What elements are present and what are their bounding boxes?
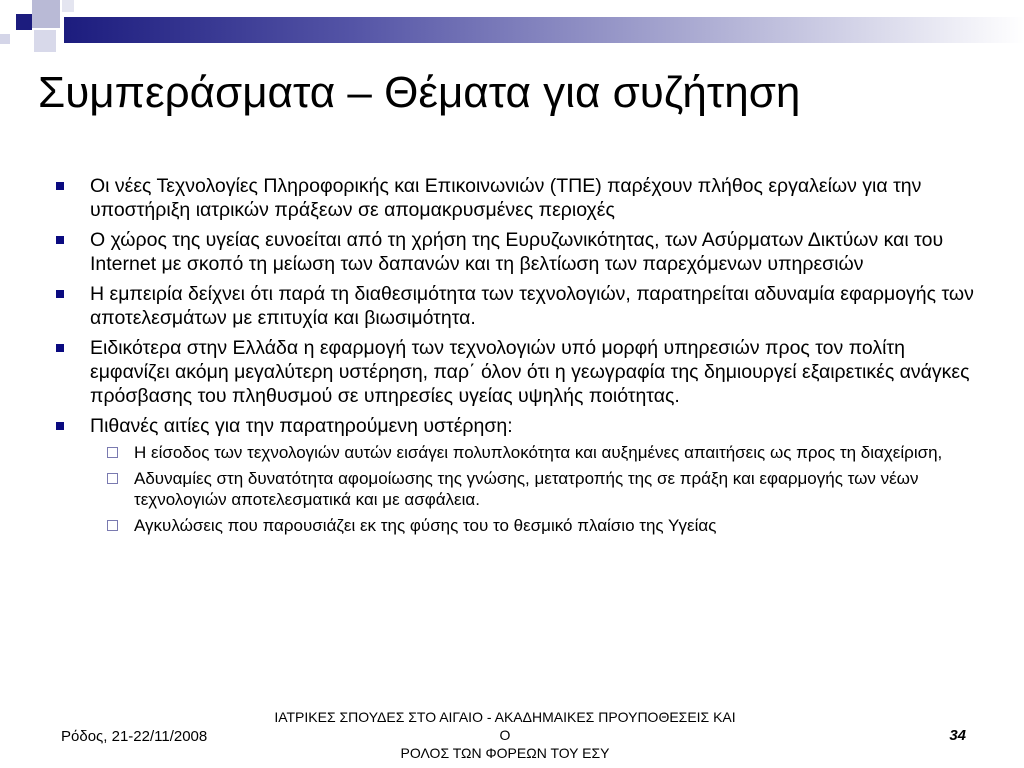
bullet-item (54, 174, 984, 222)
bullet-list (54, 174, 984, 536)
square-bullet-icon (56, 290, 64, 298)
sub-bullet-text: Η είσοδος των τεχνολογιών αυτών εισάγει πολυπλοκότητα και αυξημένες απαιτήσεις ως προς τη διαχείριση, (134, 443, 943, 462)
decor-square (34, 30, 56, 52)
bullet-item (54, 414, 984, 536)
bullet-text: Ειδικότερα στην Ελλάδα η εφαρμογή των τεχνολογιών υπό μορφή υπηρεσιών προς τον πολίτη εμφανίζει ακόμη μεγαλύτερη υστέρηση, παρ΄ όλον ότι η γεωγραφία της δημιουργεί εξαιρετικές ανάγκες πρόσβασης του πληθυσμού σε υπηρεσίες υγείας υψηλής ποιότητας. (90, 337, 970, 407)
hollow-square-bullet-icon (107, 447, 118, 458)
footer-title-line: ΡΟΛΟΣ ΤΩΝ ΦΟΡΕΩΝ ΤΟΥ ΕΣΥ (400, 745, 610, 761)
decor-square (32, 0, 60, 28)
square-bullet-icon (56, 344, 64, 352)
square-bullet-icon (56, 422, 64, 430)
bullet-text: Πιθανές αιτίες για την παρατηρούμενη υστέρηση: (90, 415, 513, 437)
bullet-item (54, 228, 984, 276)
header-gradient-bar (64, 17, 1024, 43)
footer-date: Ρόδος, 21-22/11/2008 (61, 728, 208, 745)
sub-bullet-text: Αγκυλώσεις που παρουσιάζει εκ της φύσης του το θεσμικό πλαίσιο της Υγείας (134, 516, 717, 535)
bullet-text: Ο χώρος της υγείας ευνοείται από τη χρήση της Ευρυζωνικότητας, των Ασύρματων Δικτύων και του Internet με σκοπό τη μείωση των δαπανών και τη βελτίωση των παρεχόμενων υπηρεσιών (90, 229, 944, 275)
sub-bullet-item (90, 468, 984, 510)
bullet-text: Οι νέες Τεχνολογίες Πληροφορικής και Επικοινωνιών (ΤΠΕ) παρέχουν πλήθος εργαλείων για την υποστήριξη ιατρικών πράξεων σε απομακρυσμένες περιοχές (90, 175, 922, 221)
footer-title-line: ΙΑΤΡΙΚΕΣ ΣΠΟΥΔΕΣ ΣΤΟ ΑΙΓΑΙΟ - ΑΚΑΔΗΜΑΙΚΕΣ ΠΡΟΥΠΟΘΕΣΕΙΣ ΚΑΙ Ο (274, 709, 736, 743)
square-bullet-icon (56, 236, 64, 244)
sub-bullet-list (90, 442, 984, 536)
hollow-square-bullet-icon (107, 520, 118, 531)
hollow-square-bullet-icon (107, 473, 118, 484)
sub-bullet-item (90, 515, 984, 536)
slide-title: Συμπεράσματα – Θέματα για συζήτηση (38, 68, 801, 117)
decor-square (62, 0, 74, 12)
slide-body (54, 174, 984, 542)
decor-square (16, 14, 32, 30)
page-number: 34 (949, 727, 966, 744)
bullet-text: Η εμπειρία δείχνει ότι παρά τη διαθεσιμότητα των τεχνολογιών, παρατηρείται αδυναμία εφαρμογής των αποτελεσμάτων με επιτυχία και βιωσιμότητα. (90, 283, 974, 329)
sub-bullet-item (90, 442, 984, 463)
footer-event-title (270, 708, 740, 762)
decor-square (0, 34, 10, 44)
square-bullet-icon (56, 182, 64, 190)
bullet-item (54, 282, 984, 330)
bullet-item (54, 336, 984, 408)
sub-bullet-text: Αδυναμίες στη δυνατότητα αφομοίωσης της γνώσης, μετατροπής της σε πράξη και εφαρμογής των νέων τεχνολογιών αποτελεσματικά και με ασφάλεια. (134, 469, 919, 509)
